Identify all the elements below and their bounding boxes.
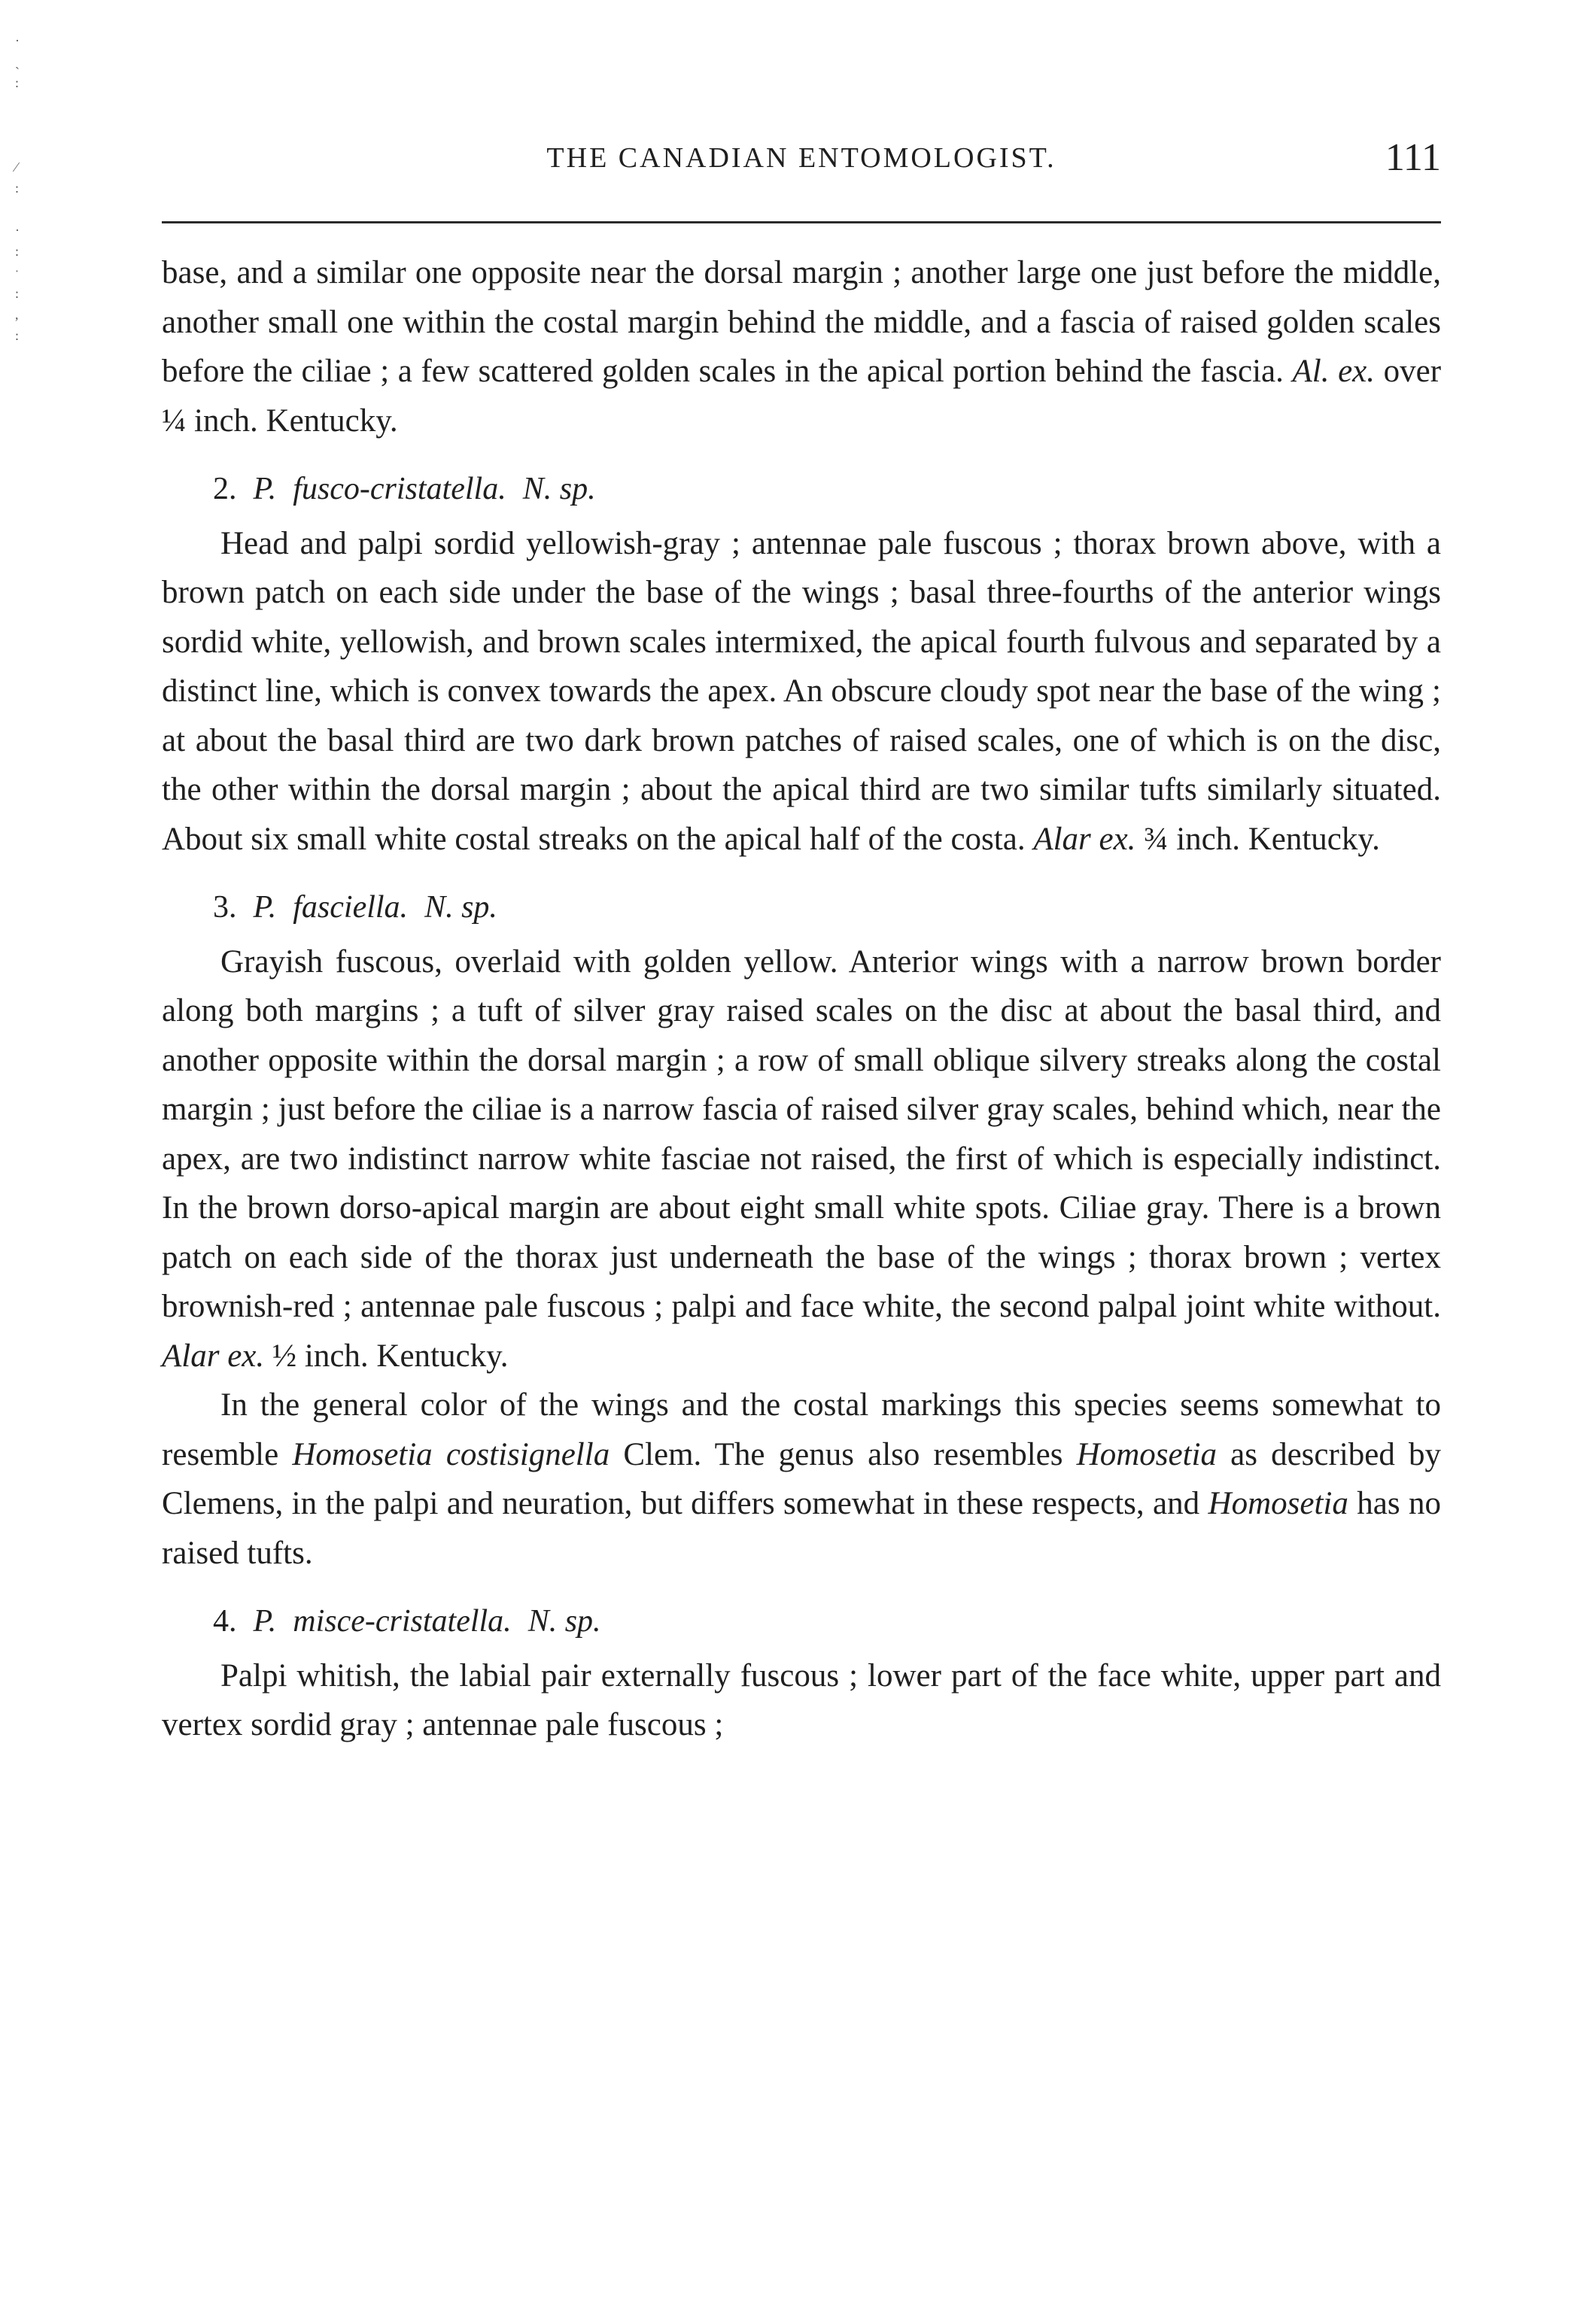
species-epithet: fusco-cristatella. <box>293 472 506 506</box>
species-heading-2 <box>162 465 1441 515</box>
remarks-paragraph: In the general color of the wings and the costal markings this species seems somewhat to resemble Homosetia costisignella Clem. The genus also resembles Homosetia as described by Clemens, in the palpi and neuration, but differs somewhat in these respects, and Homosetia has no raised tufts. <box>162 1387 1442 1571</box>
page-number: 111 <box>1385 136 1441 179</box>
description-paragraph: Head and palpi sordid yellowish-gray ; antennae pale fuscous ; thorax brown above, with a brown patch on each side under the base of the wings ; basal three-fourths of the anterior wings sordid white, yellowish, and brown scales intermixed, the apical fourth fulvous and separated by a distinct line, which is convex towards the apex. An obscure cloudy spot near the base of the wing ; at about the basal third are two dark brown patches of raised scales, one of which is on the disc, the other within the dorsal margin ; about the apical third are two similar tufts similarly situated. About six small white costal streaks on the apical half of the costa. Alar ex. ¾ inch. Kentucky. <box>162 525 1441 857</box>
taxon-name: Homosetia <box>1076 1436 1217 1472</box>
species-epithet: fasciella. <box>293 890 409 925</box>
species-heading-4 <box>162 1597 1441 1647</box>
abbreviation: Alar ex. <box>1033 821 1136 857</box>
genus-abbrev: P. <box>253 472 277 506</box>
species-number: 3. <box>213 890 237 925</box>
header-rule <box>162 221 1441 223</box>
species-heading-3 <box>162 883 1441 933</box>
taxon-name: Homosetia costisignella <box>292 1436 610 1472</box>
species-epithet: misce-cristatella. <box>293 1604 512 1639</box>
species-status: N. sp. <box>522 472 596 506</box>
species-number: 4. <box>213 1604 237 1639</box>
abbreviation: Al. ex. <box>1292 354 1375 389</box>
species-status: N. sp. <box>527 1604 601 1639</box>
paragraph-continuation: base, and a similar one opposite near the dorsal margin ; another large one just before the middle, another small one within the costal margin behind the middle, and a fascia of raised golden scales before the ciliae ; a few scattered golden scales in the apical portion behind the fascia. Al. ex. over ¼ inch. Kentucky. <box>162 255 1442 439</box>
species-number: 2. <box>213 472 237 506</box>
description-paragraph: Palpi whitish, the labial pair externally fuscous ; lower part of the face white, upper part and vertex sordid gray ; antennae pale fuscous ; <box>162 1657 1441 1742</box>
running-title: THE CANADIAN ENTOMOLOGIST. <box>546 142 1056 174</box>
description-paragraph: Grayish fuscous, overlaid with golden yellow. Anterior wings with a narrow brown border along both margins ; a tuft of silver gray raised scales on the disc at about the basal third, and another opposite within the dorsal margin ; a row of small oblique silvery streaks along the costal margin ; just before the ciliae is a narrow fascia of raised silver gray scales, behind which, near the apex, are two indistinct narrow white fasciae not raised, the first of which is especially indistinct. In the brown dorso-apical margin are about eight small white spots. Ciliae gray. There is a brown patch on each side of the thorax just underneath the base of the wings ; thorax brown ; vertex brownish-red ; antennae pale fuscous ; palpi and face white, the second palpal joint white without. Alar ex. ½ inch. Kentucky. <box>162 943 1441 1374</box>
genus-abbrev: P. <box>253 890 277 925</box>
genus-abbrev: P. <box>253 1604 277 1639</box>
page-header <box>162 135 1441 196</box>
taxon-name: Homosetia <box>1208 1486 1348 1521</box>
margin-specks: · ˏ : ⁄ : · : ˑ : , : <box>15 33 21 343</box>
species-status: N. sp. <box>424 890 497 925</box>
body-text <box>162 248 1441 1750</box>
abbreviation: Alar ex. <box>162 1338 265 1374</box>
